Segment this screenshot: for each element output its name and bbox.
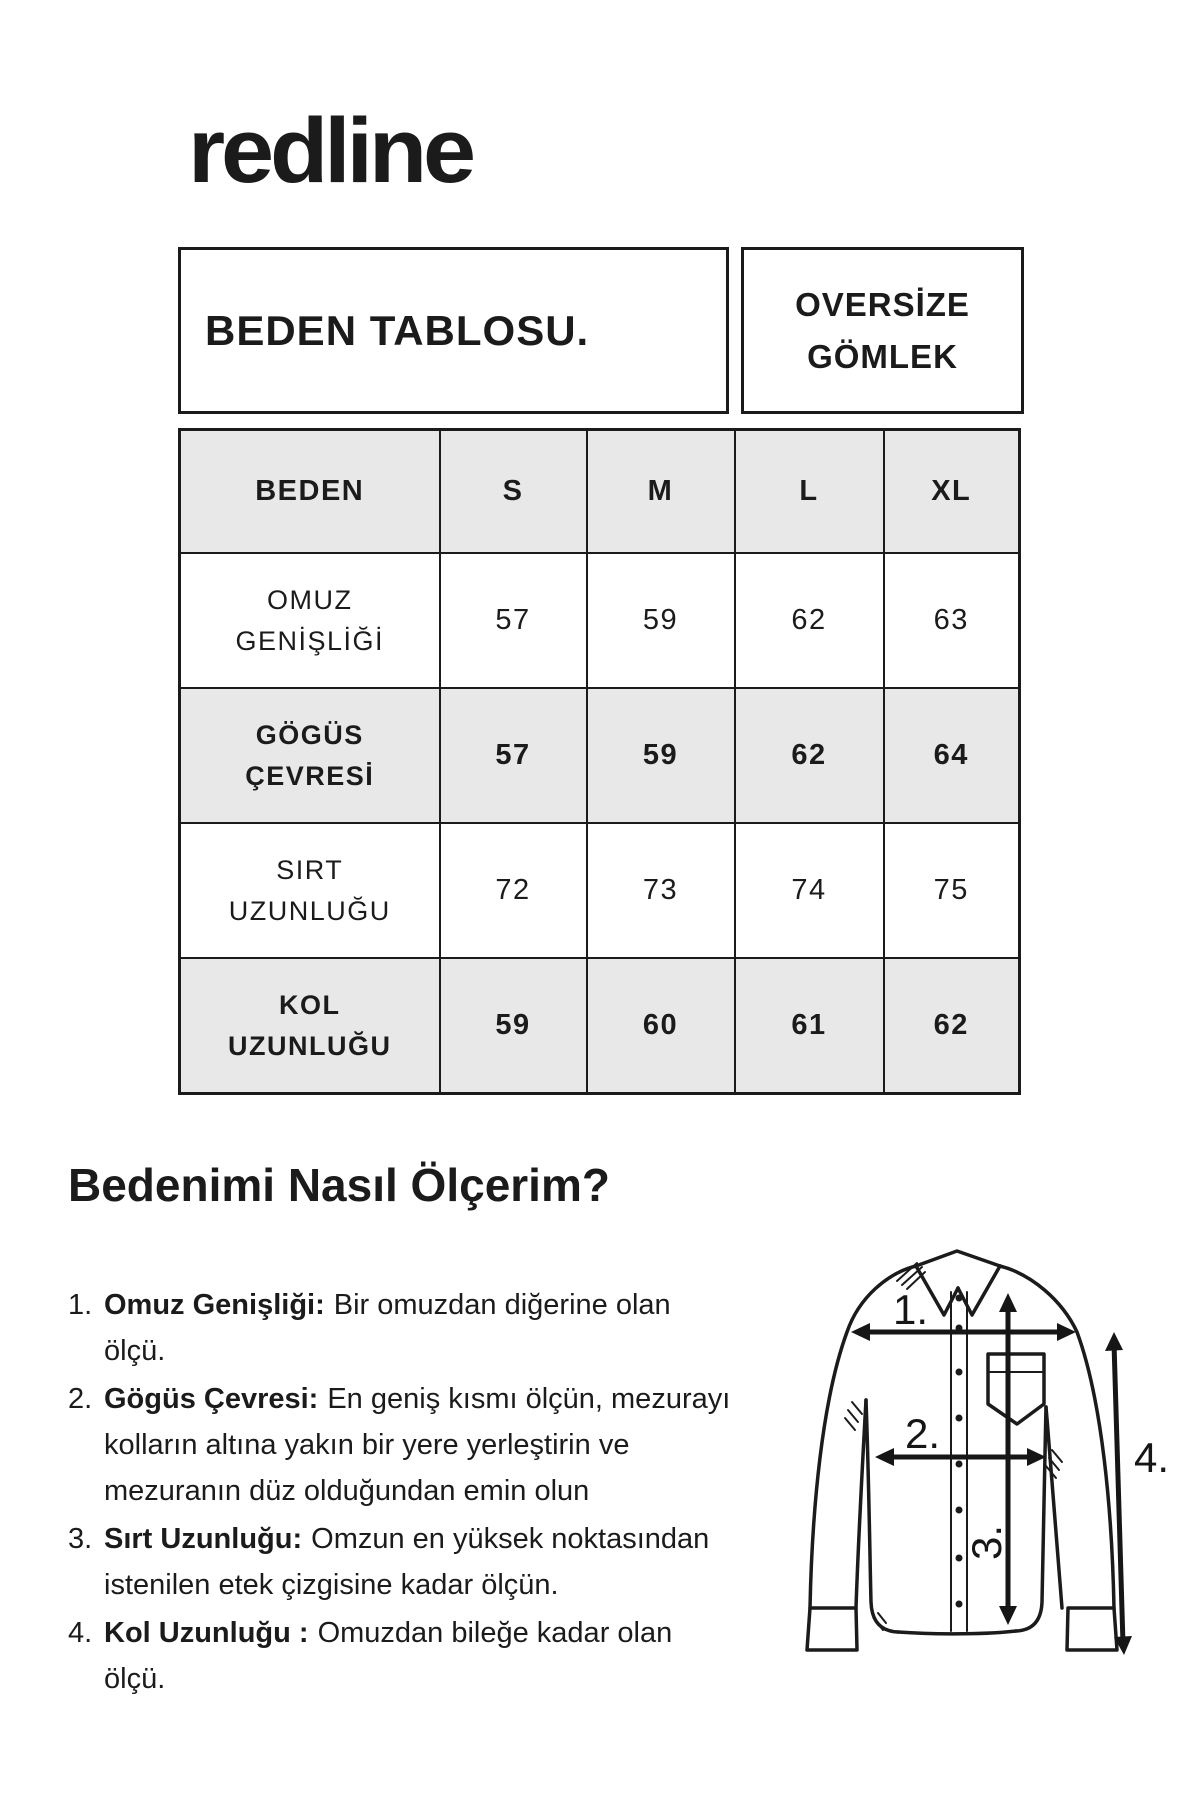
list-item-back [68, 1516, 768, 1608]
table-cell: 59 [440, 958, 587, 1094]
sketch-hatching [845, 1263, 1062, 1630]
header-cell-s: S [440, 430, 587, 554]
button-dots [956, 1295, 963, 1608]
item-text: Omzun en yüksek noktasından [311, 1523, 710, 1555]
product-type-label: OVERSİZE GÖMLEK [795, 286, 970, 375]
table-cell: 60 [587, 958, 735, 1094]
item-text-line: ölçü. [104, 1335, 166, 1367]
shirt-illustration [780, 1230, 1190, 1680]
item-text-line: ölçü. [104, 1663, 166, 1695]
table-cell: 63 [884, 553, 1020, 688]
item-number: 3. [68, 1523, 93, 1555]
left-cuff [807, 1608, 857, 1650]
right-cuff [1067, 1608, 1117, 1650]
table-cell: 57 [440, 553, 587, 688]
table-cell: 59 [587, 553, 735, 688]
row-label: KOL UZUNLUĞU [228, 990, 392, 1061]
row-label: SIRT UZUNLUĞU [228, 855, 391, 926]
table-cell: 62 [735, 688, 884, 823]
row-label: GÖGÜS ÇEVRESİ [245, 720, 375, 791]
item-text: Bir omuzdan diğerine olan [333, 1289, 671, 1321]
item-text: En geniş kısmı ölçün, mezurayı [327, 1383, 731, 1415]
table-cell: 62 [735, 553, 884, 688]
item-number: 1. [68, 1289, 93, 1321]
collar [916, 1251, 1000, 1315]
item-label: Kol Uzunluğu : [104, 1617, 309, 1649]
table-cell: 64 [884, 688, 1020, 823]
item-number: 2. [68, 1383, 93, 1415]
item-text-line: istenilen etek çizgisine kadar ölçün. [104, 1569, 559, 1601]
table-row-chest [180, 688, 1020, 823]
list-item-chest [68, 1376, 768, 1514]
sleeve-arrow-label: 4. [1134, 1434, 1170, 1481]
item-text-line: mezuranın düz olduğundan emin olun [104, 1475, 590, 1507]
chest-pocket [988, 1354, 1044, 1424]
header-cell-l: L [735, 430, 884, 554]
shirt-hem [898, 1631, 1016, 1634]
item-number: 4. [68, 1617, 93, 1649]
back-arrow-label: 3. [963, 1524, 1010, 1560]
chest-arrow-label: 2. [905, 1410, 941, 1457]
table-cell: 73 [587, 823, 735, 958]
table-cell: 61 [735, 958, 884, 1094]
table-row-sleeve-length [180, 958, 1020, 1094]
table-cell: 74 [735, 823, 884, 958]
list-item-sleeve [68, 1610, 768, 1702]
table-row-shoulder-width [180, 553, 1020, 688]
brand-logo-text: redline [188, 100, 474, 202]
how-to-heading: Bedenimi Nasıl Ölçerim? [68, 1159, 610, 1211]
shoulder-width-arrow [851, 1323, 1076, 1341]
item-text-line: kolların altına yakın bir yere yerleştirin ve [104, 1429, 630, 1461]
table-row-back-length [180, 823, 1020, 958]
shirt-measurement-diagram [780, 1230, 1190, 1680]
row-label: OMUZ GENİŞLİĞİ [235, 585, 385, 656]
size-table-header-row [180, 430, 1020, 554]
table-cell: 62 [884, 958, 1020, 1094]
header-cell-m: M [587, 430, 735, 554]
table-cell: 72 [440, 823, 587, 958]
size-table-title: BEDEN TABLOSU. [205, 306, 590, 354]
size-table [178, 428, 1021, 1095]
brand-logo-wordmark [188, 98, 488, 203]
item-label: Sırt Uzunluğu: [104, 1523, 303, 1555]
table-cell: 57 [440, 688, 587, 823]
brand-logo [188, 98, 488, 208]
item-label: Omuz Genişliği: [104, 1289, 325, 1321]
list-item-shoulder [68, 1282, 768, 1374]
product-type-box [741, 247, 1024, 414]
item-text: Omuzdan bileğe kadar olan [317, 1617, 673, 1649]
table-cell: 75 [884, 823, 1020, 958]
button-placket [951, 1292, 967, 1631]
header-cell-beden: BEDEN [180, 430, 440, 554]
table-cell: 59 [587, 688, 735, 823]
item-label: Gögüs Çevresi: [104, 1383, 319, 1415]
measure-instructions-list [68, 1282, 768, 1704]
size-table-title-box [178, 247, 729, 414]
header-cell-xl: XL [884, 430, 1020, 554]
shoulder-arrow-label: 1. [893, 1286, 929, 1333]
